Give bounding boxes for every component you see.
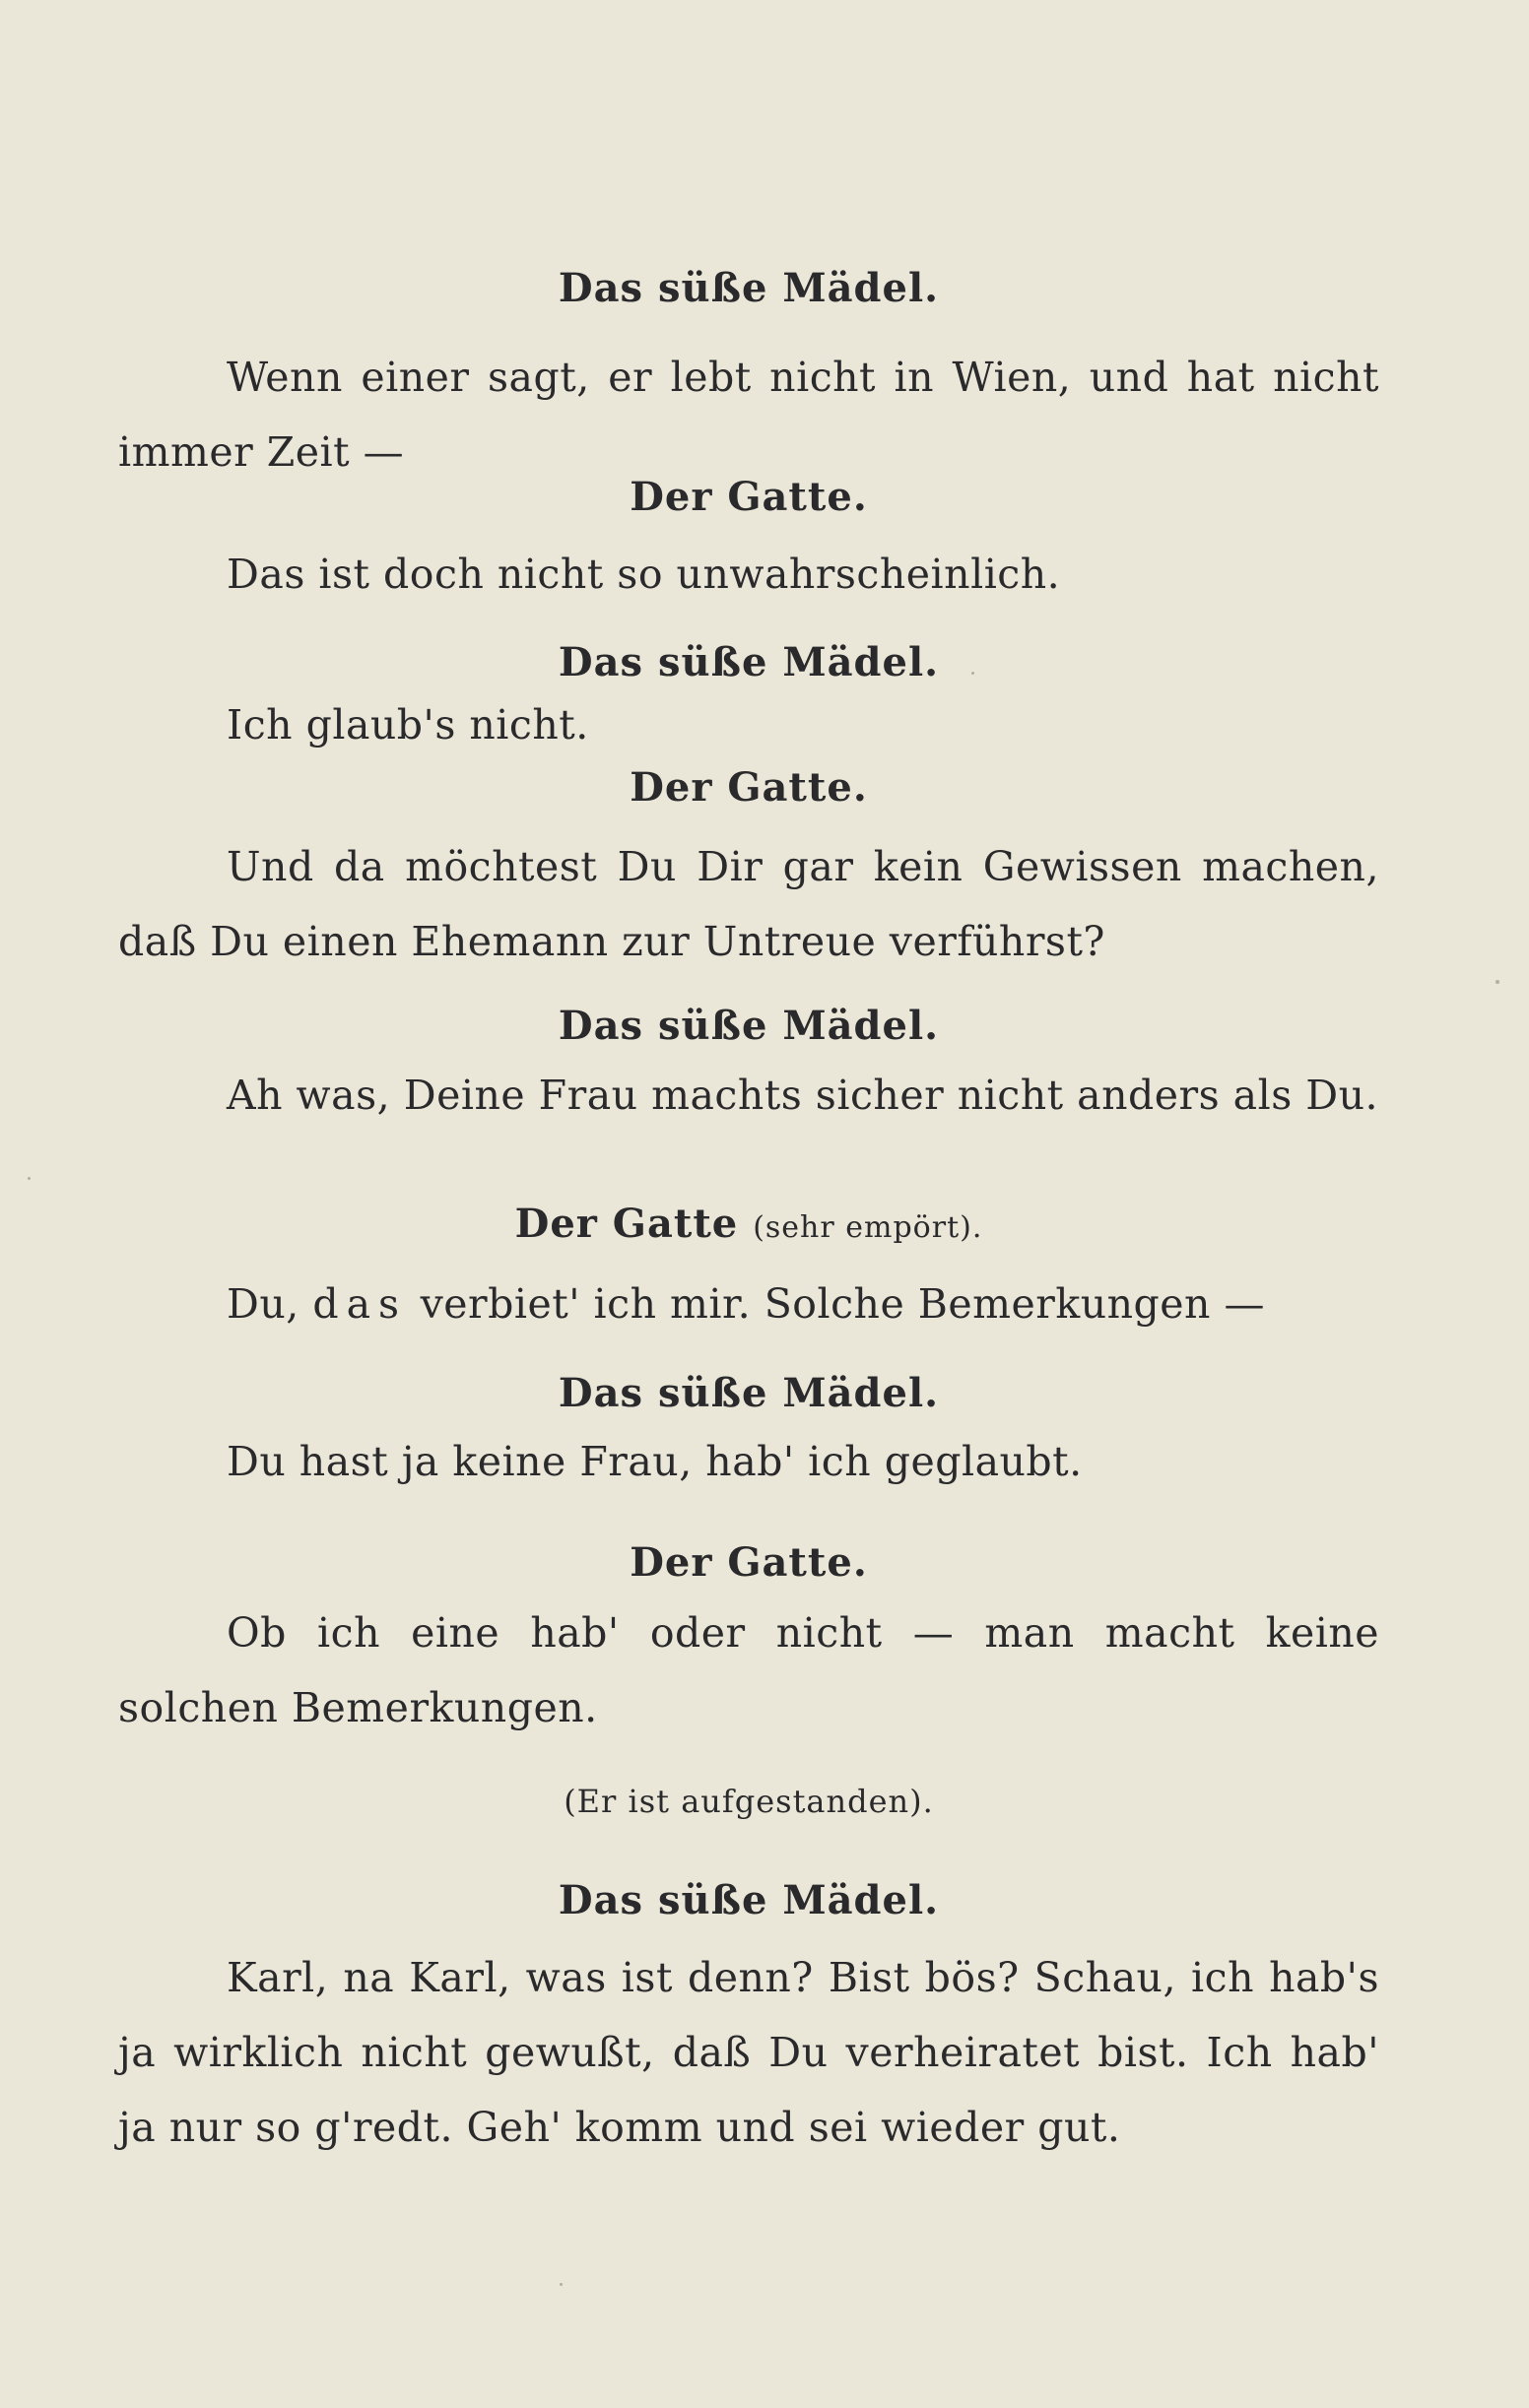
speaker-label: Das süße Mädel.: [558, 639, 940, 685]
speech-text: Das ist doch nicht so unwahrscheinlich.: [227, 551, 1061, 598]
speech-text: Und da möchtest Du Dir gar kein Gewissen machen, daß Du einen Ehemann zur Untreue verführst?: [118, 843, 1379, 965]
speaker-heading: [118, 1200, 1379, 1253]
paper-speck: [971, 672, 974, 675]
speech-text-start: Du,: [227, 1280, 313, 1328]
speaker-label: Das süße Mädel.: [558, 1877, 940, 1923]
speaker-label: Das süße Mädel.: [558, 265, 940, 311]
speaker-label: Das süße Mädel.: [558, 1370, 940, 1416]
paper-speck: [560, 2283, 563, 2286]
speech-text: Ah was, Deine Frau machts sicher nicht anders als Du.: [227, 1072, 1379, 1119]
speech-text: Ob ich eine hab' oder nicht — man macht keine solchen Bemerkungen.: [118, 1609, 1379, 1731]
speaker-label: Der Gatte.: [630, 764, 868, 811]
speech-text: Du hast ja keine Frau, hab' ich geglaubt.: [227, 1438, 1083, 1485]
paper-speck: [28, 1177, 31, 1180]
speaker-label: Der Gatte: [514, 1201, 739, 1247]
speaker-label: Das süße Mädel.: [558, 1003, 940, 1049]
speech-text: Wenn einer sagt, er lebt nicht in Wien, und hat nicht immer Zeit —: [118, 354, 1379, 476]
speech-text: [118, 1267, 1379, 1341]
stage-direction-inline: (sehr empört).: [753, 1210, 983, 1245]
speech-text-end: verbiet' ich mir. Solche Bemerkungen —: [407, 1280, 1265, 1328]
speech-text: Ich glaub's nicht.: [227, 701, 589, 748]
speaker-label: Der Gatte.: [630, 1539, 868, 1586]
speech-text: Karl, na Karl, was ist denn? Bist bös? Schau, ich hab's ja wirklich nicht gewußt, daß Du verheiratet bist. Ich hab' ja nur so g'redt. Geh' komm und sei wieder gut.: [118, 1954, 1379, 2151]
stage-direction: (Er ist aufgestanden).: [564, 1783, 934, 1820]
speaker-label: Der Gatte.: [630, 474, 868, 520]
paper-speck: [1496, 980, 1499, 984]
emphasized-word: das: [312, 1280, 408, 1328]
